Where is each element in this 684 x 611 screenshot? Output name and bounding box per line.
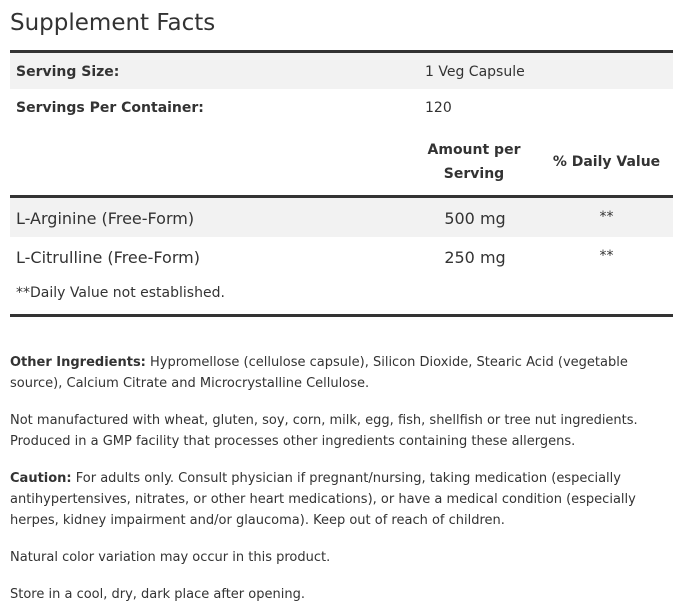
ingredient-daily-value: ** <box>599 248 614 264</box>
allergen-notice: Not manufactured with wheat, gluten, soy, corn, milk, egg, fish, shellfish or tree nut ingredients. Produced in a GMP facility that processes other ingredients containing these allergens. <box>10 413 638 449</box>
ingredient-name: L-Citrulline (Free-Form) <box>16 248 200 267</box>
servings-per-container-value: 120 <box>425 100 452 116</box>
page-title: Supplement Facts <box>10 10 216 36</box>
servings-per-container-label: Servings Per Container: <box>16 100 204 116</box>
other-ingredients-paragraph <box>10 352 674 394</box>
serving-size-label: Serving Size: <box>16 64 120 80</box>
ingredient-amount: 250 mg <box>444 248 506 267</box>
amount-per-serving-header <box>410 138 538 186</box>
serving-size-value: 1 Veg Capsule <box>425 64 525 80</box>
supplement-facts-table <box>10 50 673 317</box>
color-variation-note: Natural color variation may occur in this product. <box>10 550 331 565</box>
ingredient-name: L-Arginine (Free-Form) <box>16 209 195 228</box>
storage-note: Store in a cool, dry, dark place after opening. <box>10 587 305 602</box>
column-header-row <box>10 125 673 195</box>
other-ingredients-text: Hypromellose (cellulose capsule), Silicon Dioxide, Stearic Acid (vegetable source), Calcium Citrate and Microcrystalline Cellulose. <box>10 355 628 391</box>
ingredient-daily-value: ** <box>599 209 614 225</box>
amount-header-line1: Amount per <box>427 142 521 158</box>
caution-label: Caution: <box>10 471 72 486</box>
ingredient-row <box>10 198 673 237</box>
ingredient-row <box>10 237 673 276</box>
caution-text: For adults only. Consult physician if pregnant/nursing, taking medication (especially antihypertensives, nitrates, or other heart medications), or have a medical condition (especially herpes, kidney impairment and/or glaucoma). Keep out of reach of children. <box>10 471 636 528</box>
serving-size-row <box>10 53 673 89</box>
footnote-row <box>10 276 673 314</box>
caution-paragraph <box>10 468 674 531</box>
bottom-rule <box>10 314 673 317</box>
ingredient-amount: 500 mg <box>444 209 506 228</box>
other-ingredients-label: Other Ingredients: <box>10 355 146 370</box>
daily-value-footnote: **Daily Value not established. <box>16 285 225 301</box>
servings-per-container-row <box>10 89 673 125</box>
amount-header-line2: Serving <box>443 166 505 182</box>
daily-value-header: % Daily Value <box>552 154 661 170</box>
